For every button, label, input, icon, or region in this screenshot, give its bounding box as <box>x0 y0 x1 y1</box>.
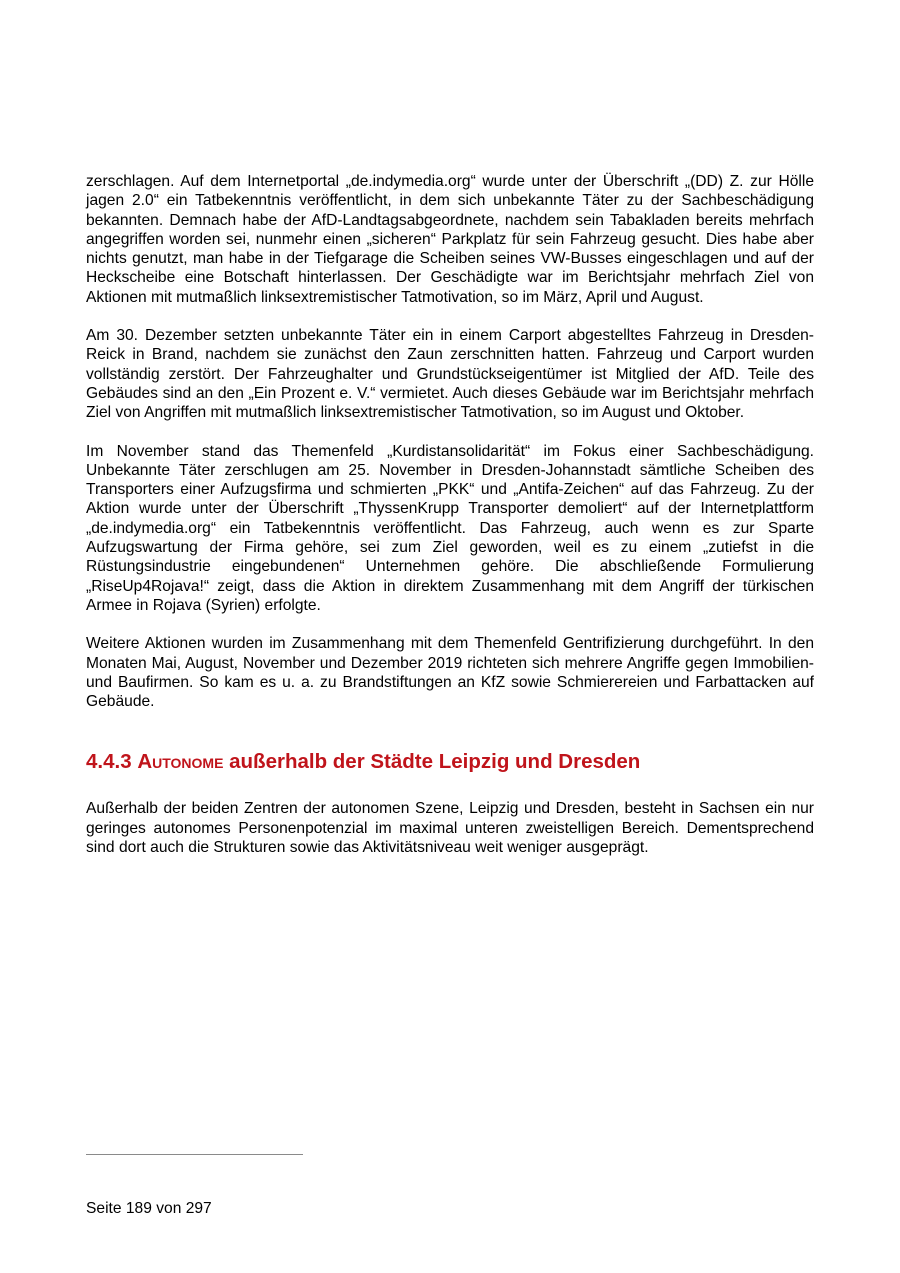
section-heading <box>86 749 814 775</box>
body-paragraph-4: Weitere Aktionen wurden im Zusammenhang mit dem Themenfeld Gentrifizierung durchgeführt. In den Monaten Mai, August, November und Dezember 2019 richteten sich mehrere Angriffe gegen Immobilien- und Baufirmen. So kam es u. a. zu Brandstiftungen an KfZ sowie Schmierereien und Farbattacken auf Gebäude. <box>86 635 814 711</box>
body-paragraph-2: Am 30. Dezember setzten unbekannte Täter ein in einem Carport abgestelltes Fahrzeug in Dresden-Reick in Brand, nachdem sie zunächst den Zaun zerschnitten hatten. Fahrzeug und Carport wurden vollständig zerstört. Der Fahrzeughalter und Grundstückseigentümer ist Mitglied der AfD. Teile des Gebäudes sind an den „Ein Prozent e. V.“ vermietet. Auch dieses Gebäude war im Berichtsjahr mehrfach Ziel von Angriffen mit mutmaßlich linksextremistischer Tatmotivation, so im August und Oktober. <box>86 327 814 422</box>
section-paragraph: Außerhalb der beiden Zentren der autonomen Szene, Leipzig und Dresden, besteht in Sachsen ein nur geringes autonomes Personenpotenzial im maximal unteren zweistelligen Bereich. Dementsprechend sind dort auch die Strukturen sowie das Aktivitätsniveau weit weniger ausgeprägt. <box>86 800 814 857</box>
section-title-smallcaps: Autonome <box>137 750 224 774</box>
body-paragraph-1: zerschlagen. Auf dem Internetportal „de.indymedia.org“ wurde unter der Überschrift „(DD) Z. zur Hölle jagen 2.0“ ein Tatbekenntnis veröffentlicht, in dem sich unbekannte Täter zu der Sachbeschädigung bekannten. Demnach habe der AfD-Landtagsabgeordnete, nachdem sein Tabakladen bereits mehrfach angegriffen worden sei, nunmehr einen „sicheren“ Parkplatz für sein Fahrzeug gesucht. Dies habe aber nichts genutzt, man habe in der Tiefgarage die Scheiben seines VW-Busses eingeschlagen und auf der Heckscheibe eine Botschaft hinterlassen. Der Geschädigte war im Berichtsjahr mehrfach Ziel von Aktionen mit mutmaßlich linksextremistischer Tatmotivation, so im März, April und August. <box>86 173 814 306</box>
page-number: Seite 189 von 297 <box>86 1200 212 1217</box>
section-number: 4.4.3 <box>86 750 132 774</box>
page-body <box>86 172 814 876</box>
section-title-rest: außerhalb der Städte Leipzig und Dresden <box>229 750 641 774</box>
body-paragraph-3: Im November stand das Themenfeld „Kurdistansolidarität“ im Fokus einer Sachbeschädigung. Unbekannte Täter zerschlugen am 25. November in Dresden-Johannstadt sämtliche Scheiben des Transporters einer Aufzugsfirma und schmierten „PKK“ und „Antifa-Zeichen“ auf das Fahrzeug. Zu der Aktion wurde unter der Überschrift „ThyssenKrupp Transporter demoliert“ auf der Internetplattform „de.indymedia.org“ ein Tatbekenntnis veröffentlicht. Das Fahrzeug, auch wenn es zur Sparte Aufzugswartung der Firma gehöre, sei zum Ziel geworden, weil es zu einem „zutiefst in die Rüstungsindustrie eingebundenen“ Unternehmen gehöre. Die abschließende Formulierung „RiseUp4Rojava!“ zeigt, dass die Aktion in direktem Zusammenhang mit dem Angriff der türkischen Armee in Rojava (Syrien) erfolgte. <box>86 442 814 614</box>
footnote-divider <box>86 1154 303 1155</box>
